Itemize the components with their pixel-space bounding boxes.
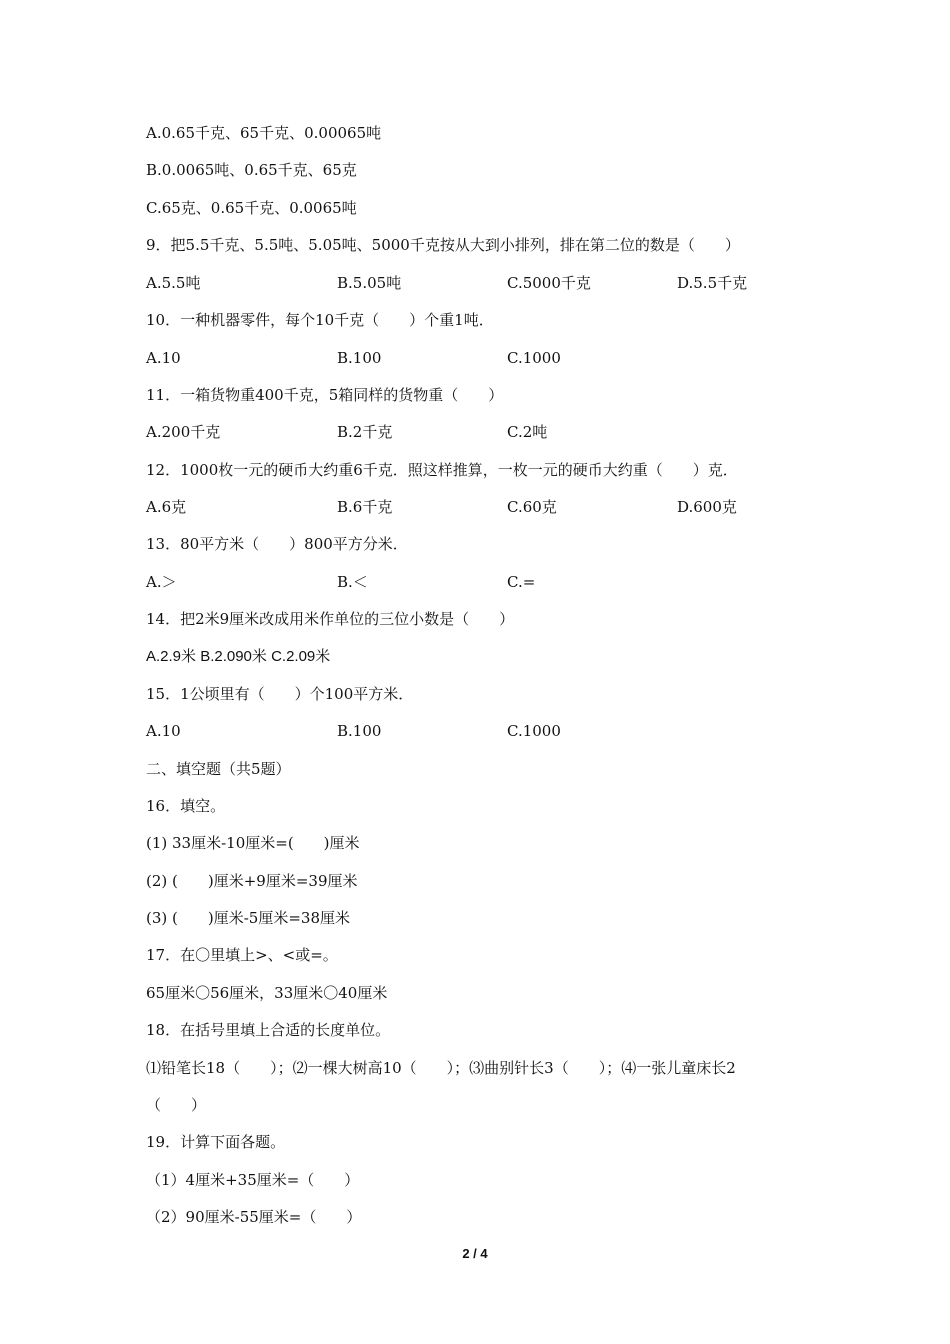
q14-text: 14．把2米9厘米改成用米作单位的三位小数是（ ） [146,610,515,628]
q10-option-a: A.10 [146,349,181,367]
q11-text: 11．一箱货物重400千克，5箱同样的货物重（ ） [146,386,504,404]
q12-text: 12．1000枚一元的硬币大约重6千克．照这样推算，一枚一元的硬币大约重（ ）克． [146,461,738,479]
q8-option-b: B.0.0065吨、0.65千克、65克 [146,161,357,179]
q13-option-a: A.＞ [146,573,177,591]
q8-option-c: C.65克、0.65千克、0.0065吨 [146,199,357,217]
q13-option-c: C.= [507,573,536,591]
q9-text: 9．把5.5千克、5.5吨、5.05吨、5000千克按从大到小排列，排在第二位的数是（ ） [146,236,740,254]
q15-text: 15．1公顷里有（ ）个100平方米． [146,685,414,703]
q10-text: 10．一种机器零件，每个10千克（ ）个重1吨． [146,311,494,329]
q12-option-b: B.6千克 [337,498,393,516]
q15-option-a: A.10 [146,722,181,740]
q16-item-1: (1) 33厘米-10厘米=( )厘米 [146,834,360,852]
q11-option-a: A.200千克 [146,423,221,441]
q17-text: 17．在〇里填上>、<或=。 [146,946,338,964]
q9-option-a: A.5.5吨 [146,274,201,292]
q16-text: 16．填空。 [146,797,226,815]
q15-option-b: B.100 [337,722,382,740]
page-indicator: 2 / 4 [462,1246,488,1261]
q11-option-b: B.2千克 [337,423,393,441]
q15-option-c: C.1000 [507,722,561,740]
q10-option-c: C.1000 [507,349,561,367]
q14-options: A.2.9米 B.2.090米 C.2.09米 [146,648,331,665]
q13-text: 13．80平方米（ ）800平方分米． [146,535,408,553]
q12-option-c: C.60克 [507,498,557,516]
q9-option-d: D.5.5千克 [677,274,748,292]
q16-item-2: (2) ( )厘米+9厘米=39厘米 [146,872,358,890]
q18-line-2: （ ） [146,1096,207,1114]
q11-option-c: C.2吨 [507,423,548,441]
section-title: 二、填空题（共5题） [146,760,291,778]
q19-item-2: （2）90厘米-55厘米=（ ） [146,1208,362,1226]
q19-item-1: （1）4厘米+35厘米=（ ） [146,1171,360,1189]
q9-option-b: B.5.05吨 [337,274,402,292]
q12-option-a: A.6克 [146,498,187,516]
q9-option-c: C.5000千克 [507,274,591,292]
q18-text: 18．在括号里填上合适的长度单位。 [146,1021,391,1039]
q16-item-3: (3) ( )厘米-5厘米=38厘米 [146,909,350,927]
q19-text: 19．计算下面各题。 [146,1133,286,1151]
q17-line: 65厘米〇56厘米，33厘米〇40厘米 [146,984,388,1002]
q10-option-b: B.100 [337,349,382,367]
q12-option-d: D.600克 [677,498,737,516]
q8-option-a: A.0.65千克、65千克、0.00065吨 [146,124,382,142]
q18-line-1: ⑴铅笔长18（ ）；⑵一棵大树高10（ ）；⑶曲别针长3（ ）；⑷一张儿童床长2 [146,1059,736,1077]
q13-option-b: B.＜ [337,573,368,591]
